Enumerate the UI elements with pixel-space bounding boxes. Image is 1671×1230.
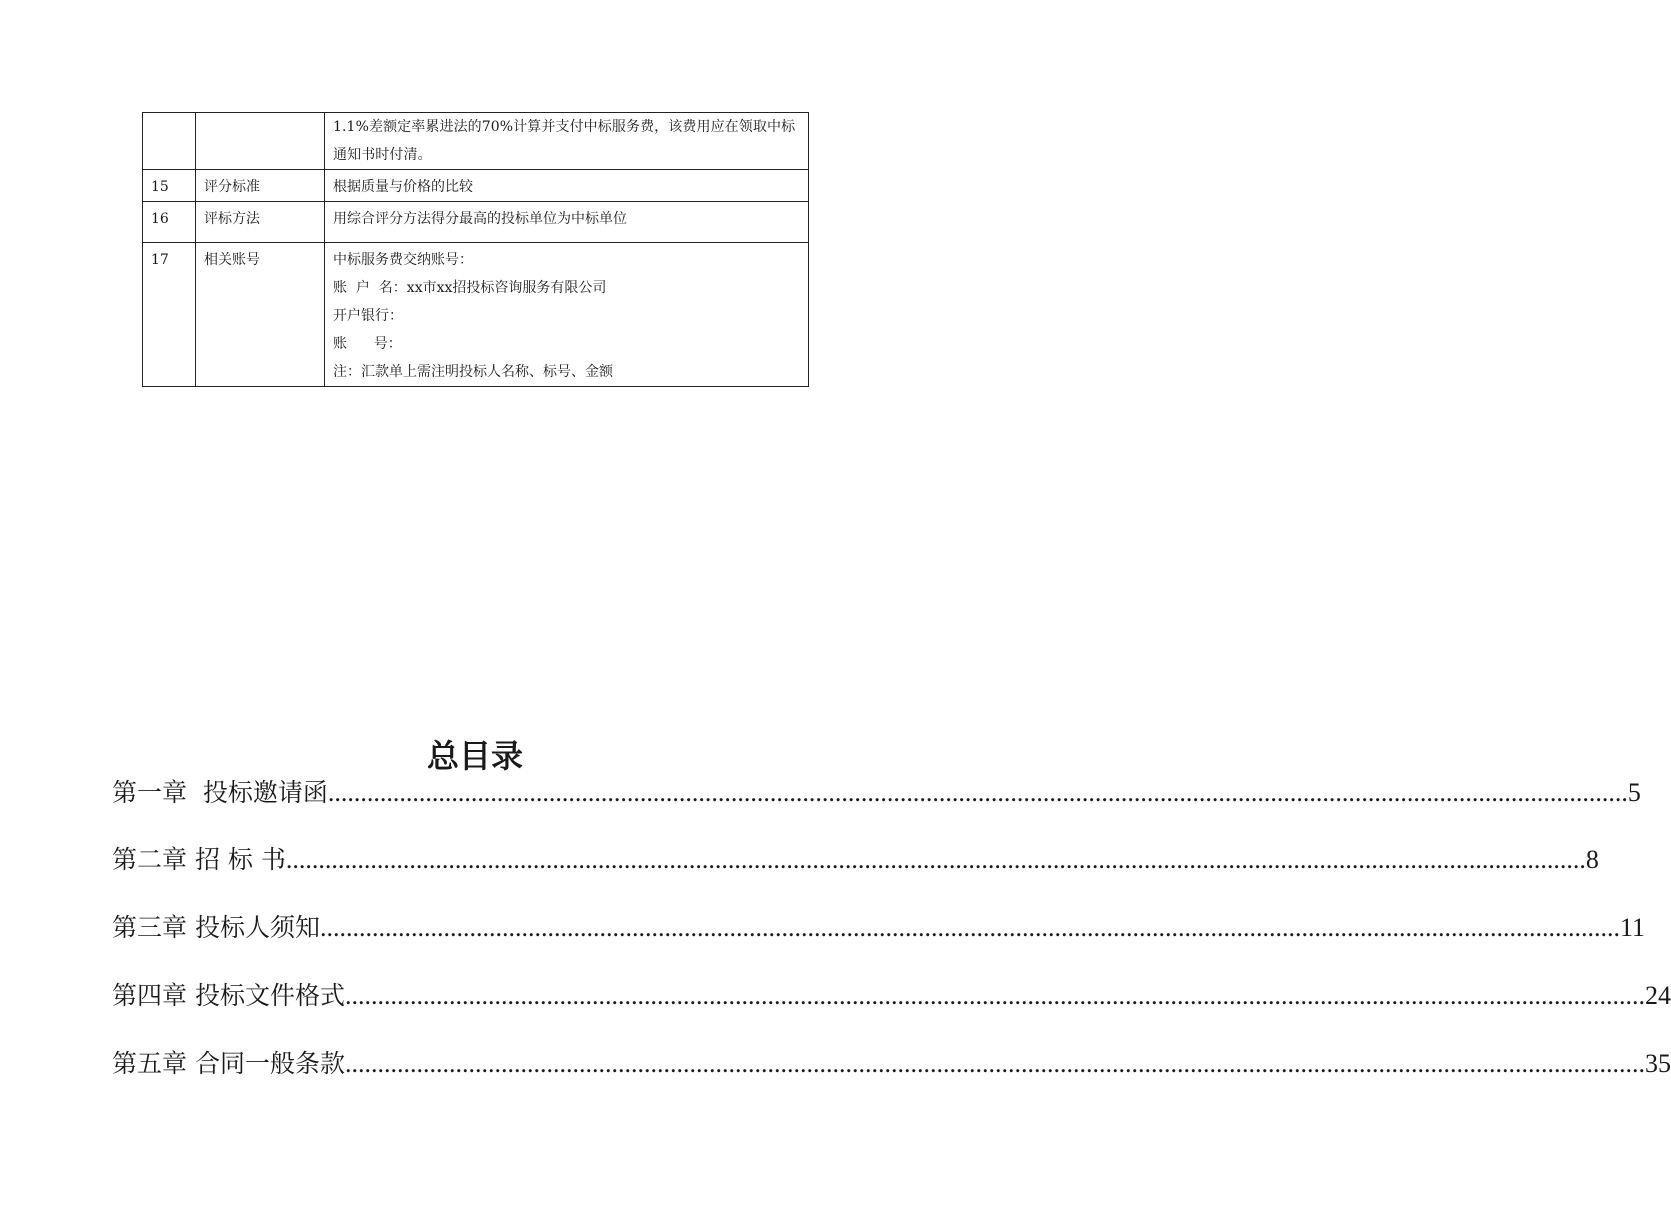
row-label-cell bbox=[196, 113, 325, 170]
toc-entry[interactable] bbox=[112, 840, 1599, 880]
row-number-cell: 17 bbox=[143, 243, 196, 387]
toc-page-number: 8 bbox=[1585, 845, 1599, 874]
content-line: 用综合评分方法得分最高的投标单位为中标单位 bbox=[333, 211, 627, 227]
toc-leader-dots: ........................................................................................................................................................................................................ bbox=[344, 1049, 1645, 1078]
content-line: 1.1%差额定率累进法的70%计算并支付中标服务费，该费用应在领取中标通知书时付清。 bbox=[333, 119, 796, 163]
content-line: 开户银行： bbox=[333, 308, 403, 324]
content-line: 账 号： bbox=[333, 336, 402, 352]
bid-info-table bbox=[142, 112, 809, 387]
toc-page-number: 5 bbox=[1627, 778, 1641, 807]
content-line: 中标服务费交纳账号： bbox=[333, 252, 473, 268]
toc-title: 总目录 bbox=[426, 737, 523, 775]
toc-entry[interactable] bbox=[112, 773, 1641, 813]
table-row bbox=[143, 202, 809, 243]
toc-entry[interactable] bbox=[112, 976, 1671, 1016]
table-row bbox=[143, 113, 809, 170]
content-line: 根据质量与价格的比较 bbox=[333, 179, 473, 195]
row-label-cell: 评分标准 bbox=[196, 170, 325, 202]
content-line: 账 户 名：xx市xx招投标咨询服务有限公司 bbox=[333, 280, 607, 296]
row-content-cell bbox=[325, 113, 809, 170]
toc-entry[interactable] bbox=[112, 1044, 1671, 1084]
row-number-cell: 15 bbox=[143, 170, 196, 202]
toc-leader-dots: ........................................................................................................................................................................................................ bbox=[327, 778, 1628, 807]
toc-page-number: 35 bbox=[1644, 1049, 1671, 1078]
toc-entry-label: 第五章 合同一般条款 bbox=[112, 1049, 345, 1078]
toc-entry-label: 第三章 投标人须知 bbox=[112, 913, 320, 942]
toc-entry[interactable] bbox=[112, 908, 1645, 948]
toc-entry-label: 第二章 招 标 书 bbox=[112, 845, 286, 874]
row-label-cell: 评标方法 bbox=[196, 202, 325, 243]
toc-leader-dots: ........................................................................................................................................................................................................ bbox=[285, 845, 1586, 874]
toc-leader-dots: ........................................................................................................................................................................................................ bbox=[344, 981, 1645, 1010]
content-line: 注：汇款单上需注明投标人名称、标号、金额 bbox=[333, 364, 613, 380]
toc-entry-label: 第四章 投标文件格式 bbox=[112, 981, 345, 1010]
toc-entry-label: 第一章 投标邀请函 bbox=[112, 778, 328, 807]
table-row bbox=[143, 243, 809, 387]
row-content-cell bbox=[325, 170, 809, 202]
row-content-cell bbox=[325, 202, 809, 243]
toc-page-number: 11 bbox=[1619, 913, 1645, 942]
toc-page-number: 24 bbox=[1644, 981, 1671, 1010]
row-number-cell: 16 bbox=[143, 202, 196, 243]
toc-leader-dots: ........................................................................................................................................................................................................ bbox=[319, 913, 1620, 942]
row-number-cell bbox=[143, 113, 196, 170]
row-label-cell: 相关账号 bbox=[196, 243, 325, 387]
row-content-cell bbox=[325, 243, 809, 387]
table-row bbox=[143, 170, 809, 202]
